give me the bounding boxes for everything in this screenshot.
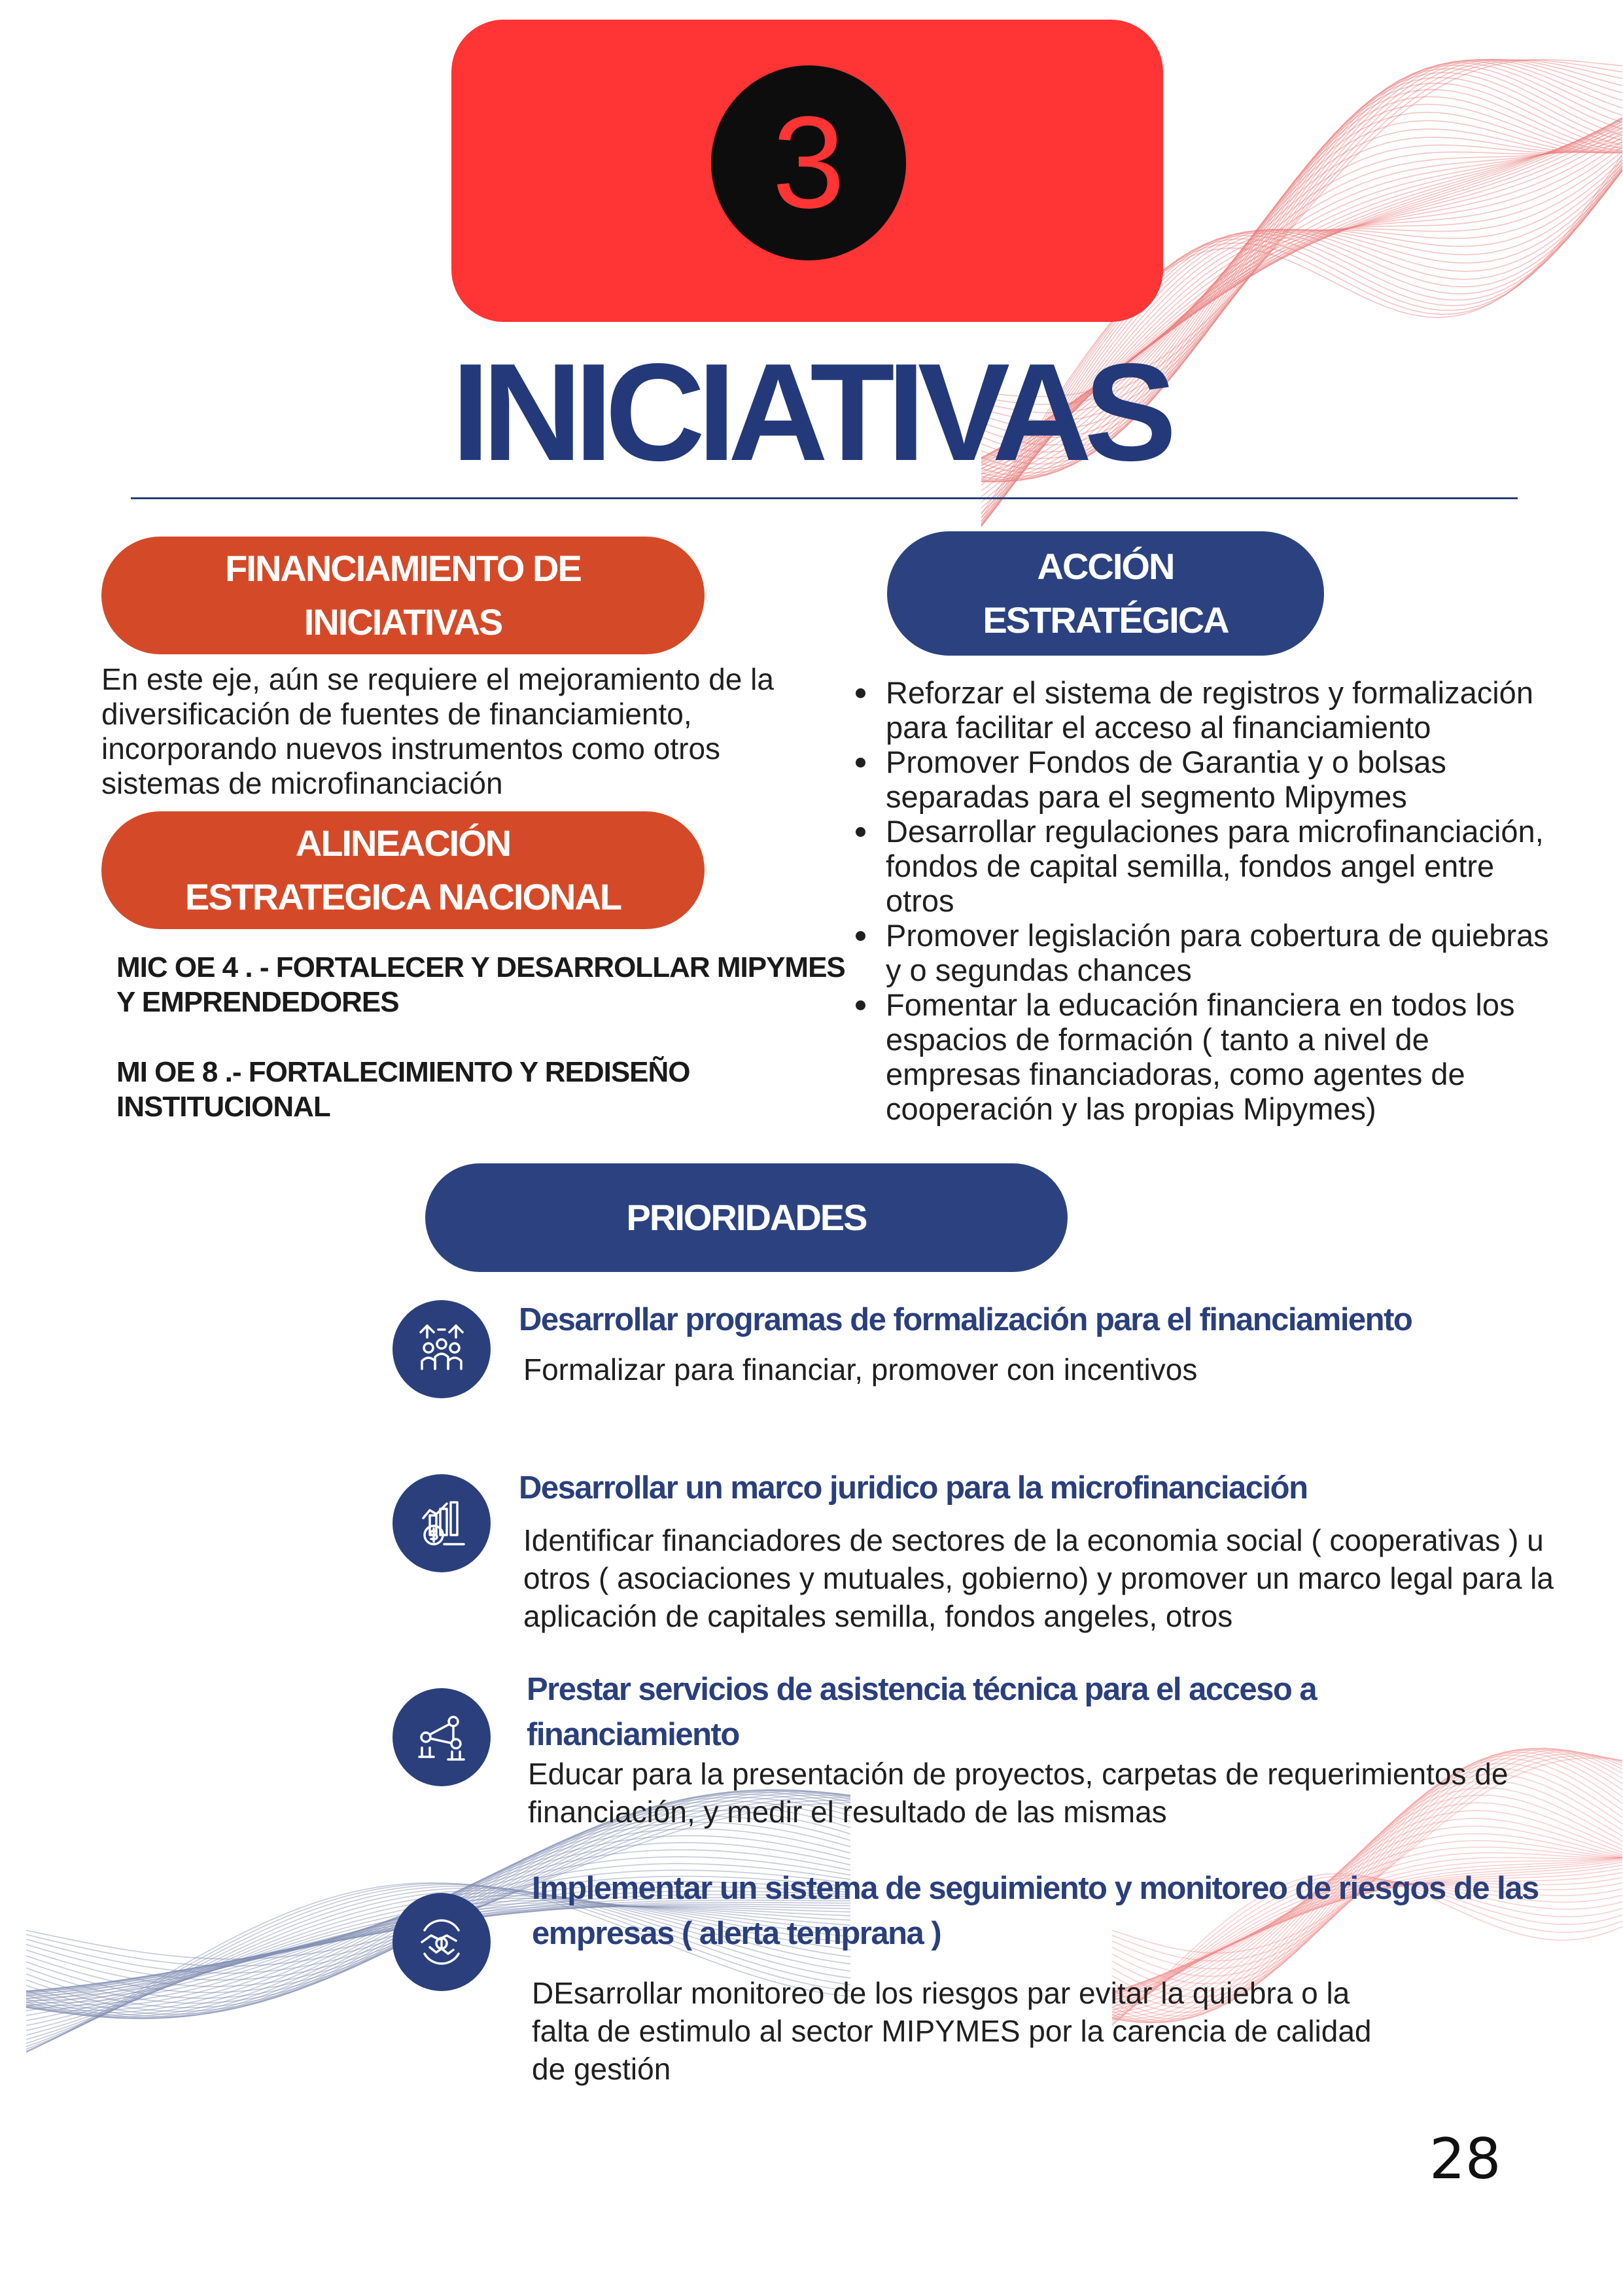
action-item: Promover Fondos de Garantia y o bolsas separadas para el segmento Mipymes <box>850 745 1570 814</box>
action-header <box>887 531 1324 656</box>
alignment-item: MI OE 8 .- FORTALECIMIENTO Y REDISEÑO INSTITUCIONAL <box>116 1056 690 1123</box>
handshake-icon <box>393 1893 491 1991</box>
action-item: Desarrollar regulaciones para microfinanciación, fondos de capital semilla, fondos angel entre otros <box>850 814 1570 918</box>
priority-description: Educar para la presentación de proyectos, carpetas de requerimientos de financiación, y medir el resultado de las mismas <box>528 1757 1509 1829</box>
priorities-header-label: PRIORIDADES <box>626 1197 867 1238</box>
page-title: INICIATIVAS <box>451 334 1169 489</box>
priority-description: DEsarrollar monitoreo de los riesgos par evitar la quiebra o la falta de estimulo al sector MIPYMES por la carencia de calidad de gestión <box>532 1976 1372 2086</box>
alignment-header <box>101 811 705 929</box>
action-item: Reforzar el sistema de registros y formalización para facilitar el acceso al financiamiento <box>850 675 1570 745</box>
financing-header <box>101 537 705 654</box>
priorities-header <box>425 1163 1068 1272</box>
finance-chart-icon <box>393 1474 491 1572</box>
team-growth-icon <box>393 1300 491 1398</box>
priority-title: Desarrollar un marco juridico para la microfinanciación <box>519 1470 1308 1506</box>
action-item: Promover legislación para cobertura de quiebras y o segundas chances <box>850 918 1570 987</box>
action-header-label: ACCIÓN ESTRATÉGICA <box>983 546 1229 641</box>
financing-text: En este eje, aún se requiere el mejoramiento de la diversificación de fuentes de financiamiento, incorporando nuevos instrumentos como otros sistemas de microfinanciación <box>101 662 774 800</box>
alignment-item: MIC OE 4 . - FORTALECER Y DESARROLLAR MIPYMES Y EMPRENDEDORES <box>116 951 845 1018</box>
page-number: 28 <box>1429 2127 1501 2192</box>
title-divider <box>131 497 1518 499</box>
financing-header-label: FINANCIAMIENTO DE INICIATIVAS <box>225 548 581 643</box>
priority-title: Desarrollar programas de formalización para el financiamiento <box>519 1302 1412 1337</box>
priority-description: Identificar financiadores de sectores de la economia social ( cooperativas ) u otros ( asociaciones y mutuales, gobierno) y promover un marco legal para la aplicación de capitales semilla, fondos angeles, otros <box>523 1523 1554 1633</box>
priority-description: Formalizar para financiar, promover con incentivos <box>523 1352 1198 1386</box>
priority-title: Prestar servicios de asistencia técnica para el acceso a financiamiento <box>527 1672 1317 1752</box>
section-number: 3 <box>711 65 906 260</box>
alignment-header-label: ALINEACIÓN ESTRATEGICA NACIONAL <box>184 822 621 917</box>
priority-title: Implementar un sistema de seguimiento y monitoreo de riesgos de las empresas ( alerta temprana ) <box>532 1871 1539 1951</box>
network-icon <box>393 1688 491 1786</box>
action-item: Fomentar la educación financiera en todos los espacios de formación ( tanto a nivel de empresas financiadoras, como agentes de cooperación y las propias Mipymes) <box>850 987 1570 1126</box>
action-list <box>850 675 1570 1126</box>
